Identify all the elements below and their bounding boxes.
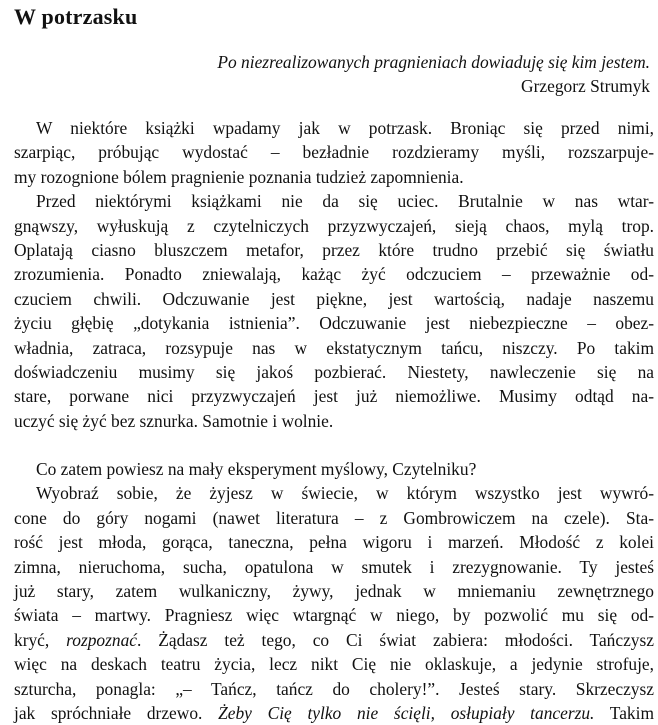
text-line: cone do góry nogami (nawet literatura – z Gombrowiczem na czele). Sta-	[14, 507, 654, 528]
text-line: Co zatem powiesz na mały eksperyment myślowy, Czytelniku?	[36, 459, 477, 480]
text-segment: Takim	[594, 702, 654, 723]
text-line: doświadczeniu musimy się jakoś pozbierać. Niestety, nawleczenie się na	[14, 361, 654, 382]
text-line: Przed niektórymi książkami nie da się uciec. Brutalnie w nas wtar-	[36, 191, 654, 212]
text-line: szturcha, ponagla: „– Tańcz, tańcz do cholery!”. Jesteś stary. Skrzeczysz	[14, 678, 654, 699]
paragraph-3	[14, 457, 654, 481]
text-line: szarpiąc, próbując wydostać – bezładnie rozdzieramy myśli, rozszarpuje-	[14, 142, 654, 163]
text-line: W niektóre książki wpadamy jak w potrzask. Broniąc się przed nimi,	[36, 118, 654, 138]
text-line: czuciem chwili. Odczuwanie jest piękne, jest wartością, nadaje naszemu	[14, 288, 654, 309]
document-page	[14, 0, 654, 725]
text-line: Oplatają ciasno bluszczem metafor, przez które trudno przebić się światłu	[14, 239, 654, 260]
text-line: więc na deskach teatru życia, lecz nikt Cię nie oklaskuje, a jedynie strofuje,	[14, 654, 654, 675]
epigraph	[14, 50, 654, 98]
text-line: uczyć się żyć bez sznurka. Samotnie i wolnie.	[14, 410, 334, 431]
text-line: gnąwszy, wyłuskują z czytelniczych przyzwyczajeń, sieją chaos, mylą trop.	[14, 215, 654, 236]
italic-segment: rozpoznać	[66, 629, 137, 650]
text-line: my rozognione bólem pragnienie poznania tudzież zapomnienia.	[14, 166, 464, 187]
text-segment: . Żądasz też tego, co Ci świat zabiera: młodości. Tańczysz	[137, 629, 654, 650]
chapter-title: W potrzasku	[14, 4, 138, 29]
paragraph-2	[14, 189, 654, 433]
epigraph-quote: Po niezrealizowanych pragnieniach dowiaduję się kim jestem.	[217, 52, 650, 72]
text-line: Wyobraź sobie, że żyjesz w świecie, w którym wszystko jest wywró-	[36, 483, 654, 504]
text-line: zimna, nieruchoma, sucha, opatulona w smutek i zrezygnowanie. Ty jesteś	[14, 556, 654, 577]
text-segment: jak spróchniałe drzewo.	[14, 702, 219, 723]
text-line-with-italic	[14, 628, 654, 652]
italic-segment: Żeby Cię tylko nie ścięli, osłupiały tancerzu.	[218, 702, 595, 723]
body-text	[14, 116, 654, 725]
text-line: życiu głębię „dotykania istnienia”. Odczuwanie jest niebezpieczne – obez-	[14, 313, 654, 334]
text-segment: kryć,	[14, 629, 67, 650]
epigraph-author: Grzegorz Strumyk	[521, 76, 650, 96]
text-line: rość jest młoda, gorąca, taneczna, pełna wigoru i marzeń. Młodość z kolei	[14, 532, 654, 553]
text-line: świata – martwy. Pragniesz więc wtargnąć w niego, by pozwolić mu się od-	[14, 605, 654, 626]
text-line: stare, porwane nici przyzwyczajeń jest już niemożliwe. Musimy odtąd na-	[14, 386, 654, 407]
paragraph-4	[14, 481, 654, 725]
text-line: już stary, zatem wulkaniczny, żywy, jednak w mniemaniu zewnętrznego	[14, 581, 654, 602]
text-line: zrozumienia. Ponadto zniewalają, każąc żyć odczuciem – przeważnie od-	[14, 264, 654, 285]
paragraph-1	[14, 116, 654, 189]
paragraph-gap	[14, 433, 654, 457]
text-line-with-italic	[14, 701, 654, 725]
text-line: władnia, zatraca, rozsypuje nas w ekstatycznym tańcu, niszczy. Po takim	[14, 337, 654, 358]
